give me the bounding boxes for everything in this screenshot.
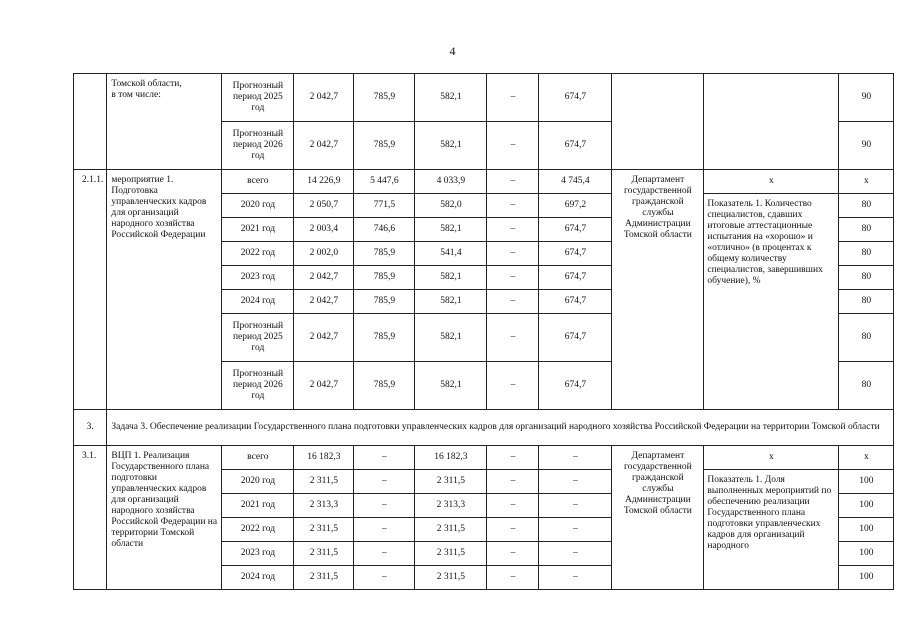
federal-cell: 5 447,6: [354, 170, 415, 194]
other-cell: 674,7: [539, 242, 612, 266]
local-cell: –: [487, 518, 539, 542]
target-cell: 80: [839, 266, 894, 290]
total-cell: 2 042,7: [294, 314, 354, 362]
regional-cell: 2 313,3: [415, 494, 487, 518]
name-cell: мероприятие 1. Подготовка управленческих кадров для организаций народного хозяйства Российской Федерации: [107, 170, 222, 410]
code-cell: 3.1.: [74, 446, 107, 590]
regional-cell: 582,1: [415, 218, 487, 242]
regional-cell: 2 311,5: [415, 542, 487, 566]
task-cell: Задача 3. Обеспечение реализации Государственного плана подготовки управленческих кадров для организаций народного хозяйства Российской Федерации на территории Томской области: [107, 410, 894, 446]
federal-cell: 771,5: [354, 194, 415, 218]
target-cell: 90: [839, 122, 894, 170]
period-cell: 2022 год: [222, 242, 294, 266]
regional-cell: 2 311,5: [415, 518, 487, 542]
indicator-cell: х: [704, 446, 839, 470]
period-cell: 2024 год: [222, 290, 294, 314]
other-cell: 674,7: [539, 218, 612, 242]
table-row: [74, 446, 894, 470]
table-row: [74, 410, 894, 446]
regional-cell: 582,0: [415, 194, 487, 218]
other-cell: –: [539, 446, 612, 470]
period-cell: Прогнозный период 2026 год: [222, 362, 294, 410]
local-cell: –: [487, 194, 539, 218]
total-cell: 2 042,7: [294, 266, 354, 290]
regional-cell: 582,1: [415, 74, 487, 122]
period-cell: Прогнозный период 2025 год: [222, 314, 294, 362]
target-cell: 80: [839, 314, 894, 362]
other-cell: –: [539, 566, 612, 590]
budget-table-body: [74, 74, 894, 590]
federal-cell: –: [354, 542, 415, 566]
period-cell: всего: [222, 170, 294, 194]
target-cell: 80: [839, 290, 894, 314]
local-cell: –: [487, 74, 539, 122]
period-cell: 2022 год: [222, 518, 294, 542]
total-cell: 2 003,4: [294, 218, 354, 242]
period-cell: 2024 год: [222, 566, 294, 590]
local-cell: –: [487, 470, 539, 494]
local-cell: –: [487, 314, 539, 362]
target-cell: 80: [839, 242, 894, 266]
target-cell: х: [839, 446, 894, 470]
target-cell: 100: [839, 518, 894, 542]
federal-cell: 785,9: [354, 242, 415, 266]
target-cell: 90: [839, 74, 894, 122]
regional-cell: 2 311,5: [415, 470, 487, 494]
target-cell: 80: [839, 218, 894, 242]
code-cell: 2.1.1.: [74, 170, 107, 410]
other-cell: –: [539, 494, 612, 518]
local-cell: –: [487, 266, 539, 290]
local-cell: –: [487, 290, 539, 314]
total-cell: 2 042,7: [294, 74, 354, 122]
total-cell: 2 042,7: [294, 362, 354, 410]
other-cell: 697,2: [539, 194, 612, 218]
other-cell: –: [539, 518, 612, 542]
local-cell: –: [487, 566, 539, 590]
indicator-cell: Показатель 1. Доля выполненных мероприятий по обеспечению реализации Государственного плана подготовки управленческих кадров для организаций народного: [704, 470, 839, 590]
target-cell: 100: [839, 566, 894, 590]
other-cell: 674,7: [539, 290, 612, 314]
other-cell: 4 745,4: [539, 170, 612, 194]
federal-cell: 785,9: [354, 74, 415, 122]
code-cell: 3.: [74, 410, 107, 446]
regional-cell: 582,1: [415, 122, 487, 170]
total-cell: 16 182,3: [294, 446, 354, 470]
regional-cell: 582,1: [415, 362, 487, 410]
period-cell: 2020 год: [222, 470, 294, 494]
period-cell: Прогнозный период 2026 год: [222, 122, 294, 170]
period-cell: 2020 год: [222, 194, 294, 218]
total-cell: 2 002,0: [294, 242, 354, 266]
total-cell: 2 050,7: [294, 194, 354, 218]
total-cell: 2 311,5: [294, 518, 354, 542]
federal-cell: –: [354, 566, 415, 590]
federal-cell: 785,9: [354, 362, 415, 410]
federal-cell: 746,6: [354, 218, 415, 242]
period-cell: 2023 год: [222, 542, 294, 566]
other-cell: 674,7: [539, 122, 612, 170]
total-cell: 2 313,3: [294, 494, 354, 518]
federal-cell: 785,9: [354, 266, 415, 290]
period-cell: 2021 год: [222, 494, 294, 518]
indicator-cell: Показатель 1. Количество специалистов, сдавших итоговые аттестационные испытания на «хорошо» и «отлично» (в процентах к общему количеству специалистов, завершивших обучение), %: [704, 194, 839, 410]
period-cell: всего: [222, 446, 294, 470]
code-cell: [74, 74, 107, 170]
target-cell: 80: [839, 194, 894, 218]
other-cell: –: [539, 470, 612, 494]
regional-cell: 582,1: [415, 314, 487, 362]
other-cell: 674,7: [539, 362, 612, 410]
other-cell: 674,7: [539, 314, 612, 362]
federal-cell: 785,9: [354, 122, 415, 170]
federal-cell: –: [354, 518, 415, 542]
local-cell: –: [487, 218, 539, 242]
target-cell: 100: [839, 470, 894, 494]
target-cell: 80: [839, 362, 894, 410]
target-cell: 100: [839, 494, 894, 518]
name-cell: Томской области, в том числе:: [107, 74, 222, 170]
total-cell: 2 042,7: [294, 122, 354, 170]
table-row: [74, 74, 894, 122]
federal-cell: 785,9: [354, 290, 415, 314]
executor-cell: [612, 74, 704, 170]
period-cell: Прогнозный период 2025 год: [222, 74, 294, 122]
total-cell: 14 226,9: [294, 170, 354, 194]
name-cell: ВЦП 1. Реализация Государственного плана подготовки управленческих кадров для организаций народного хозяйства Российской Федерации на территории Томской области: [107, 446, 222, 590]
executor-cell: Департамент государственной гражданской службы Администрации Томской области: [612, 446, 704, 590]
period-cell: 2023 год: [222, 266, 294, 290]
executor-cell: Департамент государственной гражданской службы Администрации Томской области: [612, 170, 704, 410]
local-cell: –: [487, 122, 539, 170]
regional-cell: 4 033,9: [415, 170, 487, 194]
other-cell: –: [539, 542, 612, 566]
page-number: 4: [449, 44, 456, 58]
period-cell: 2021 год: [222, 218, 294, 242]
other-cell: 674,7: [539, 266, 612, 290]
regional-cell: 541,4: [415, 242, 487, 266]
total-cell: 2 311,5: [294, 470, 354, 494]
regional-cell: 2 311,5: [415, 566, 487, 590]
regional-cell: 582,1: [415, 290, 487, 314]
target-cell: х: [839, 170, 894, 194]
federal-cell: 785,9: [354, 314, 415, 362]
total-cell: 2 042,7: [294, 290, 354, 314]
local-cell: –: [487, 242, 539, 266]
federal-cell: –: [354, 470, 415, 494]
local-cell: –: [487, 494, 539, 518]
table-row: [74, 170, 894, 194]
regional-cell: 582,1: [415, 266, 487, 290]
local-cell: –: [487, 170, 539, 194]
local-cell: –: [487, 542, 539, 566]
indicator-cell: х: [704, 170, 839, 194]
total-cell: 2 311,5: [294, 566, 354, 590]
local-cell: –: [487, 446, 539, 470]
budget-table: [73, 73, 894, 590]
federal-cell: –: [354, 446, 415, 470]
local-cell: –: [487, 362, 539, 410]
indicator-cell: [704, 74, 839, 170]
target-cell: 100: [839, 542, 894, 566]
total-cell: 2 311,5: [294, 542, 354, 566]
federal-cell: –: [354, 494, 415, 518]
regional-cell: 16 182,3: [415, 446, 487, 470]
other-cell: 674,7: [539, 74, 612, 122]
